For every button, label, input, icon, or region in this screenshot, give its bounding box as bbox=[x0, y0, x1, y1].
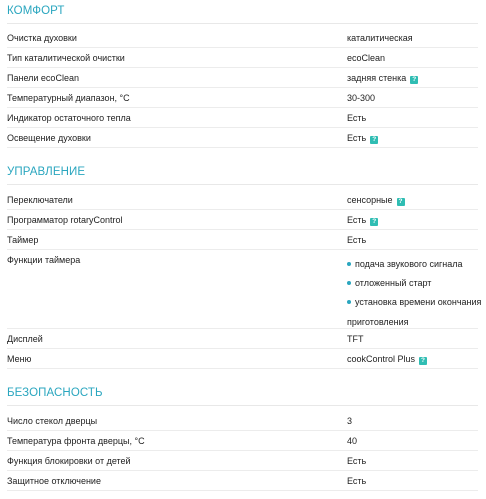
spec-label: Очистка духовки bbox=[7, 33, 77, 43]
section-divider bbox=[7, 405, 478, 406]
spec-label: Температурный диапазон, °С bbox=[7, 93, 130, 103]
section-title-controls: УПРАВЛЕНИЕ bbox=[7, 166, 86, 178]
spec-value-text: ecoClean bbox=[347, 53, 386, 63]
spec-row bbox=[7, 210, 478, 230]
spec-row bbox=[7, 88, 478, 108]
spec-value bbox=[347, 334, 364, 344]
help-icon[interactable]: ? bbox=[419, 357, 427, 365]
spec-row bbox=[7, 471, 478, 491]
spec-value-text: Есть bbox=[347, 235, 367, 245]
list-item-text: установка времени окончания bbox=[355, 297, 482, 308]
spec-value-text: 30-300 bbox=[347, 93, 376, 103]
spec-value bbox=[347, 476, 366, 486]
spec-value bbox=[347, 133, 378, 144]
spec-value-text: Есть bbox=[347, 113, 367, 123]
spec-value bbox=[347, 53, 385, 63]
section-divider bbox=[7, 184, 478, 185]
spec-label: Меню bbox=[7, 354, 32, 364]
spec-value-list bbox=[347, 255, 481, 332]
spec-label: Защитное отключение bbox=[7, 476, 101, 486]
spec-value-text: Есть bbox=[347, 133, 367, 143]
list-item bbox=[347, 274, 481, 293]
spec-value bbox=[347, 416, 352, 426]
section-divider bbox=[7, 23, 478, 24]
help-icon[interactable]: ? bbox=[410, 76, 418, 84]
bullet-dot bbox=[347, 281, 351, 285]
spec-row bbox=[7, 349, 478, 369]
spec-row bbox=[7, 108, 478, 128]
spec-value-text: Есть bbox=[347, 215, 367, 225]
spec-value-text: Есть bbox=[347, 456, 367, 466]
spec-label: Программатор rotaryControl bbox=[7, 215, 123, 225]
spec-label: Индикатор остаточного тепла bbox=[7, 113, 131, 123]
spec-value-text: TFT bbox=[347, 334, 364, 344]
spec-value-text: задняя стенка bbox=[347, 73, 407, 83]
spec-label: Переключатели bbox=[7, 195, 73, 205]
spec-value-text: cookControl Plus bbox=[347, 354, 416, 364]
spec-value bbox=[347, 456, 366, 466]
spec-row bbox=[7, 128, 478, 148]
spec-row bbox=[7, 411, 478, 431]
spec-value-text: 40 bbox=[347, 436, 358, 446]
spec-value bbox=[347, 73, 418, 84]
spec-row bbox=[7, 48, 478, 68]
spec-value bbox=[347, 235, 366, 245]
spec-label: Температура фронта дверцы, °С bbox=[7, 436, 145, 446]
spec-row bbox=[7, 28, 478, 48]
spec-value-text: сенсорные bbox=[347, 195, 393, 205]
spec-label: Тип каталитической очистки bbox=[7, 53, 125, 63]
spec-value bbox=[347, 215, 378, 226]
section-title-comfort: КОМФОРТ bbox=[7, 5, 65, 17]
spec-label: Освещение духовки bbox=[7, 133, 91, 143]
spec-value bbox=[347, 195, 405, 206]
spec-value bbox=[347, 436, 357, 446]
bullet-dot bbox=[347, 262, 351, 266]
spec-row bbox=[7, 250, 482, 329]
list-item-text: подача звукового сигнала bbox=[355, 259, 463, 269]
spec-row bbox=[7, 230, 478, 250]
spec-label: Дисплей bbox=[7, 334, 43, 344]
spec-value bbox=[347, 113, 366, 123]
spec-label: Функция блокировки от детей bbox=[7, 456, 131, 466]
spec-label: Число стекол дверцы bbox=[7, 416, 98, 426]
bullet-dot bbox=[347, 300, 351, 304]
spec-value bbox=[347, 354, 427, 365]
spec-label: Функции таймера bbox=[7, 255, 81, 265]
help-icon[interactable]: ? bbox=[370, 136, 378, 144]
spec-value-text: 3 bbox=[347, 416, 353, 426]
spec-row bbox=[7, 431, 478, 451]
spec-label: Таймер bbox=[7, 235, 39, 245]
spec-value bbox=[347, 93, 375, 103]
list-item-continuation: приготовления bbox=[347, 316, 409, 327]
help-icon[interactable]: ? bbox=[370, 218, 378, 226]
help-icon[interactable]: ? bbox=[397, 198, 405, 206]
spec-row bbox=[7, 451, 478, 471]
spec-row bbox=[7, 190, 478, 210]
spec-value-text: Есть bbox=[347, 476, 367, 486]
spec-value bbox=[347, 33, 413, 43]
spec-label: Панели ecoClean bbox=[7, 73, 79, 83]
spec-value-text: каталитическая bbox=[347, 33, 413, 43]
list-item bbox=[347, 255, 481, 274]
spec-row bbox=[7, 329, 478, 349]
section-title-safety: БЕЗОПАСНОСТЬ bbox=[7, 387, 103, 399]
list-item bbox=[347, 293, 481, 312]
list-item-text: отложенный старт bbox=[355, 278, 432, 289]
spec-row bbox=[7, 68, 478, 88]
